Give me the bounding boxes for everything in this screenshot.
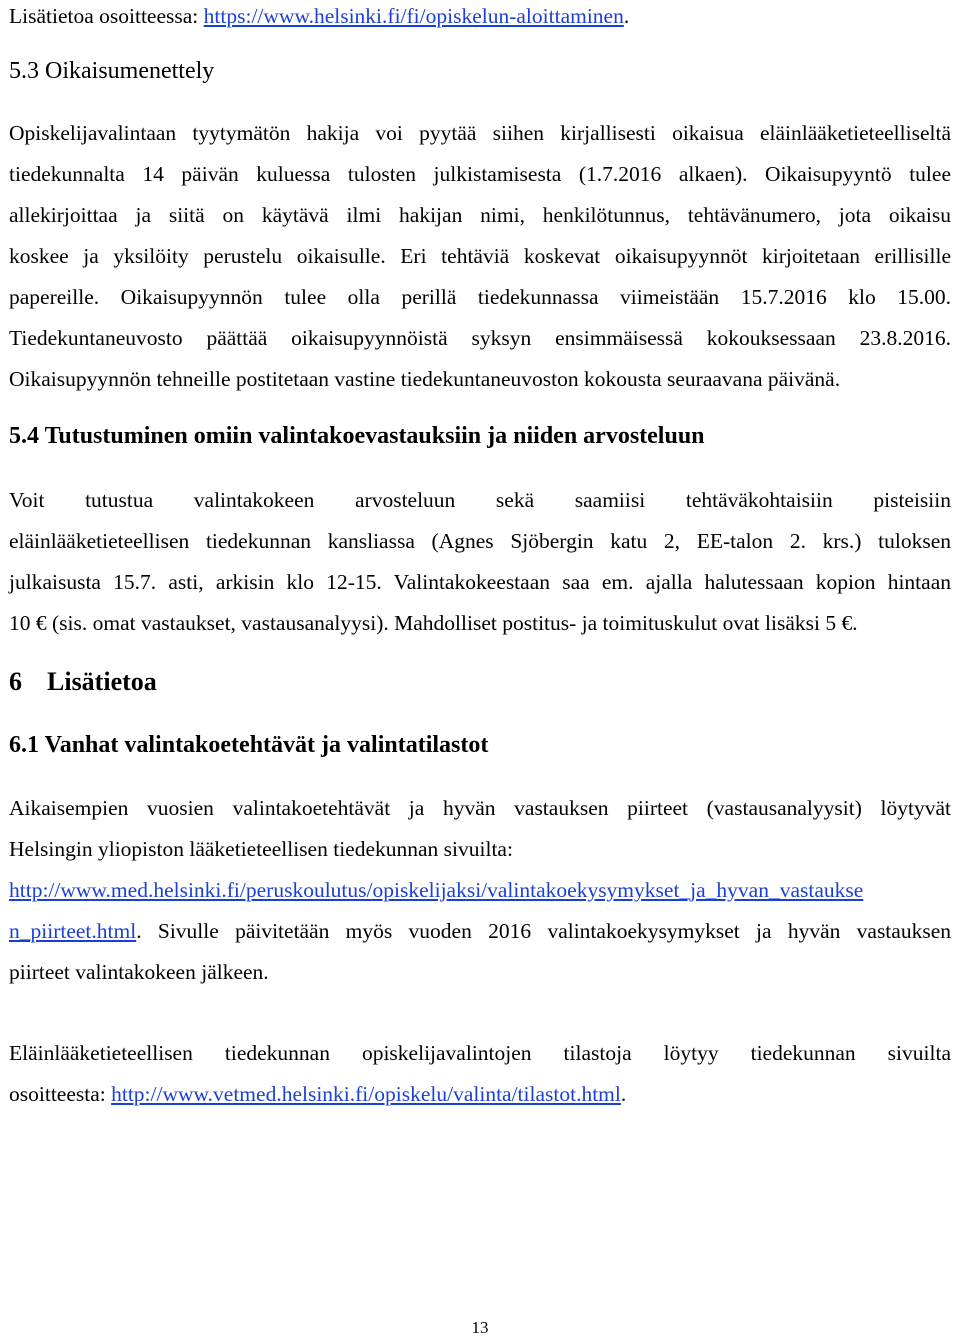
old-exams-link[interactable]: http://www.med.helsinki.fi/peruskoulutus/opiskelijaksi/valintakoekysymykset_ja_hyvan_vastaukse (9, 878, 864, 902)
section-6-heading (9, 667, 157, 697)
text-line: Aikaisempien vuosien valintakoetehtävät ja hyvän vastauksen piirteet (vastausanalyysit) löytyvät (9, 796, 951, 820)
text-line: Voit tutustua valintakokeen arvosteluun sekä saamiisi tehtäväkohtaisiin pisteisiin (9, 488, 951, 512)
para2-prefix: osoitteesta: (9, 1082, 112, 1106)
intro-suffix: . (623, 4, 630, 28)
intro-link[interactable]: https://www.helsinki.fi/fi/opiskelun-aloittaminen (203, 4, 624, 28)
intro-prefix: Lisätietoa osoitteessa: (9, 4, 204, 28)
intro-paragraph (9, 0, 951, 37)
section-5-3-body (9, 113, 951, 400)
text-line: tiedekunnalta 14 päivän kuluessa tulosten julkistamisesta (1.7.2016 alkaen). Oikaisupyyntö tulee (9, 162, 951, 186)
text-line: koskee ja yksilöity perustelu oikaisulle. Eri tehtäviä koskevat oikaisupyynnöt kirjoitetaan erillisille (9, 244, 951, 268)
link-line (9, 1074, 951, 1115)
text-line: Eläinlääketieteellisen tiedekunnan opiskelijavalintojen tilastoja löytyy tiedekunnan sivuilta (9, 1041, 951, 1065)
text-line: Opiskelijavalintaan tyytymätön hakija voi pyytää siihen kirjallisesti oikaisua eläinlääketieteelliseltä (9, 121, 951, 145)
link-line (9, 870, 951, 911)
old-exams-link-continuation[interactable]: n_piirteet.html (9, 919, 137, 943)
text-line: papereille. Oikaisupyynnön tulee olla perillä tiedekunnassa viimeistään 15.7.2016 klo 15.00. (9, 285, 951, 309)
section-6-title: Lisätietoa (47, 667, 157, 696)
section-6-1-heading: 6.1 Vanhat valintakoetehtävät ja valintatilastot (9, 732, 489, 758)
after-link-text: . Sivulle päivitetään myös vuoden 2016 valintakoekysymykset ja hyvän vastauksen (136, 919, 951, 943)
section-6-number: 6 (9, 667, 22, 696)
section-5-4-heading: 5.4 Tutustuminen omiin valintakoevastauksiin ja niiden arvosteluun (9, 423, 705, 449)
text-line: Oikaisupyynnön tehneille postitetaan vastine tiedekuntaneuvoston kokousta seuraavana päivänä. (9, 367, 841, 391)
statistics-link[interactable]: http://www.vetmed.helsinki.fi/opiskelu/valinta/tilastot.html (111, 1082, 621, 1106)
section-6-1-paragraph-2 (9, 1033, 951, 1115)
page-number: 13 (471, 1318, 489, 1337)
text-line: julkaisusta 15.7. asti, arkisin klo 12-15. Valintakokeestaan saa em. ajalla halutessaan kopion hintaan (9, 570, 951, 594)
link-continuation-line (9, 911, 951, 952)
section-6-1-paragraph-1 (9, 788, 951, 993)
para2-suffix: . (620, 1082, 627, 1106)
text-line: Tiedekuntaneuvosto päättää oikaisupyynnöistä syksyn ensimmäisessä kokouksessaan 23.8.2016. (9, 326, 951, 350)
text-line: allekirjoittaa ja siitä on käytävä ilmi hakijan nimi, henkilötunnus, tehtävänumero, jota oikaisu (9, 203, 951, 227)
text-line: Helsingin yliopiston lääketieteellisen tiedekunnan sivuilta: (9, 837, 513, 861)
section-5-3-heading: 5.3 Oikaisumenettely (9, 58, 215, 84)
text-line: piirteet valintakokeen jälkeen. (9, 960, 269, 984)
section-5-4-body (9, 480, 951, 644)
text-line: eläinlääketieteellisen tiedekunnan kansliassa (Agnes Sjöbergin katu 2, EE-talon 2. krs.) tuloksen (9, 529, 951, 553)
text-line: 10 € (sis. omat vastaukset, vastausanalyysi). Mahdolliset postitus- ja toimituskulut ovat lisäksi 5 €. (9, 611, 858, 635)
